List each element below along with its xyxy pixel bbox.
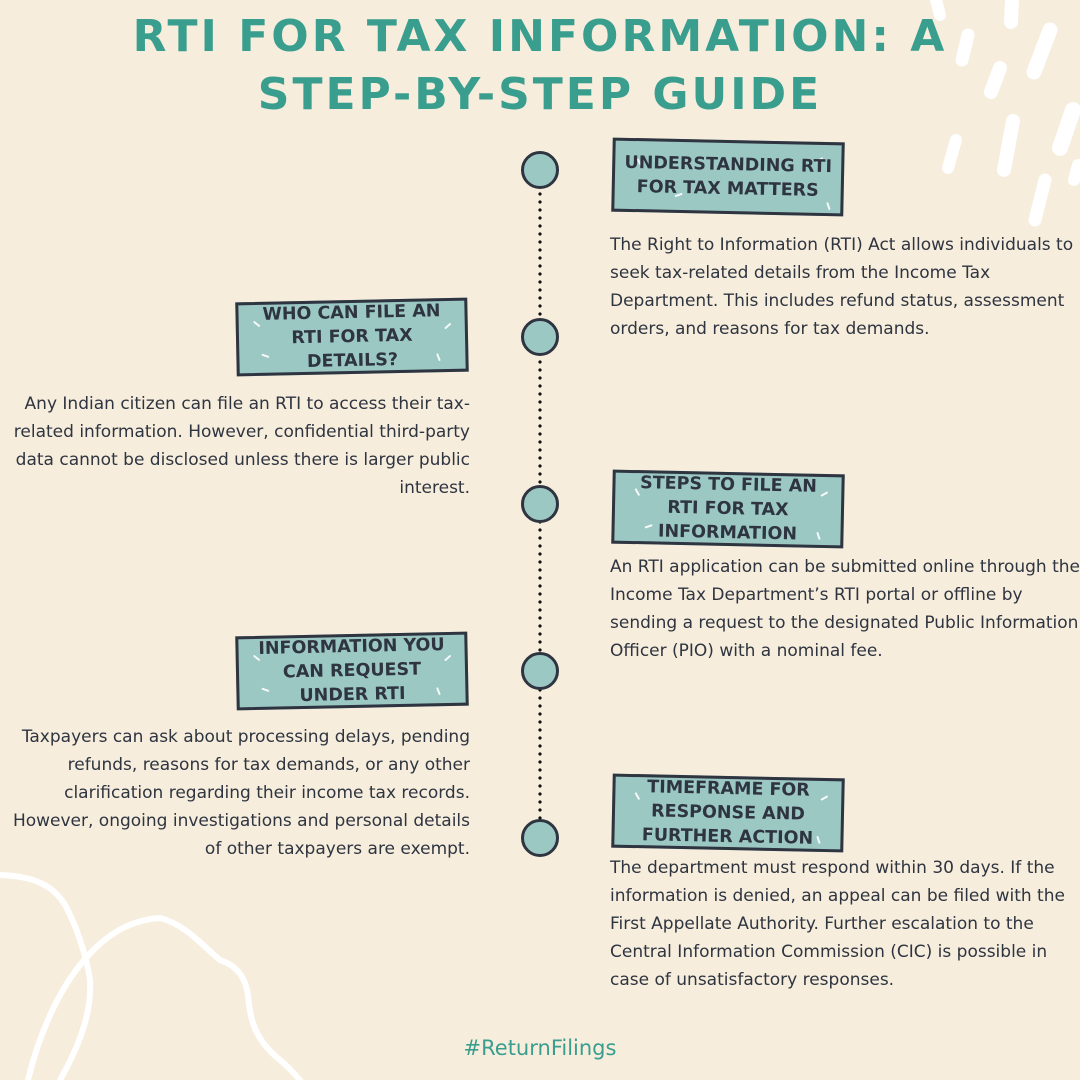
step-4-heading-box bbox=[235, 632, 468, 711]
step-4-description: Taxpayers can ask about processing delays, pending refunds, reasons for tax demands, or any other clarification regarding their income tax records. However, ongoing investigations and personal details of other taxpayers are exempt. bbox=[12, 727, 470, 859]
title-line-1: RTI FOR TAX INFORMATION: A bbox=[132, 11, 948, 62]
step-3-description: An RTI application can be submitted online through the Income Tax Department’s RTI portal or offline by sending a request to the designated Public Information Officer (PIO) with a nominal fee. bbox=[610, 557, 1080, 661]
step-5-heading-box bbox=[611, 774, 844, 853]
step-1-heading: UNDERSTANDING RTI FOR TAX MATTERS bbox=[624, 152, 833, 201]
timeline-node-3 bbox=[521, 485, 559, 523]
timeline-node-1 bbox=[521, 151, 559, 189]
step-2-heading-box bbox=[235, 298, 468, 377]
step-2-heading: WHO CAN FILE AN RTI FOR TAX DETAILS? bbox=[262, 301, 441, 372]
step-3-heading: STEPS TO FILE AN RTI FOR TAX INFORMATION bbox=[639, 473, 818, 545]
page-title bbox=[0, 8, 1080, 124]
step-4-heading: INFORMATION YOU CAN REQUEST UNDER RTI bbox=[258, 635, 445, 707]
step-2-description: Any Indian citizen can file an RTI to access their tax-related information. However, confidential third-party data cannot be disclosed unless there is larger public interest. bbox=[13, 394, 470, 498]
step-5-heading: TIMEFRAME FOR RESPONSE AND FURTHER ACTION bbox=[641, 777, 814, 849]
timeline-node-5 bbox=[521, 819, 559, 857]
step-1-heading-box bbox=[611, 138, 844, 217]
step-5-description: The department must respond within 30 days. If the information is denied, an appeal can be filed with the First Appellate Authority. Further escalation to the Central Information Commission (CIC) is possible in case of unsatisfactory responses. bbox=[610, 858, 1065, 990]
step-3-heading-box bbox=[611, 470, 844, 549]
step-1-description: The Right to Information (RTI) Act allows individuals to seek tax-related details from the Income Tax Department. This includes refund status, assessment orders, and reasons for tax demands. bbox=[610, 235, 1074, 339]
timeline-node-4 bbox=[521, 652, 559, 690]
timeline-node-2 bbox=[521, 318, 559, 356]
footer-hashtag: #ReturnFilings bbox=[463, 1036, 617, 1060]
title-line-2: STEP-BY-STEP GUIDE bbox=[257, 69, 823, 120]
